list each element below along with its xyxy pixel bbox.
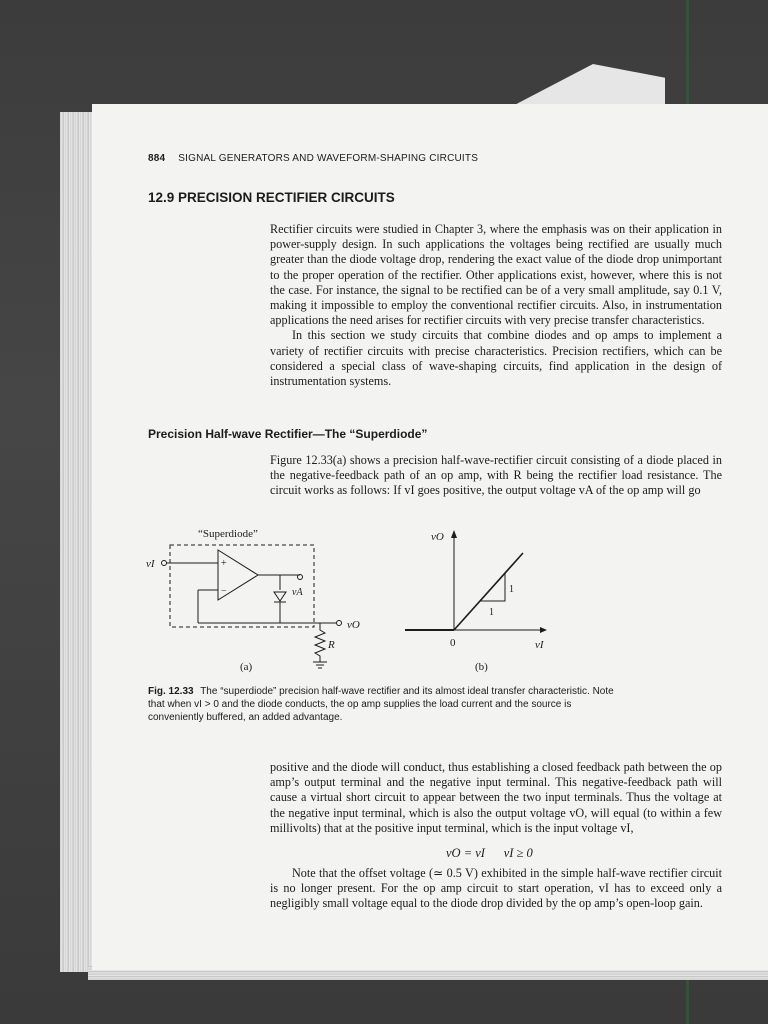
superdiode-dashed-box: [170, 545, 314, 627]
intro-paragraph-1: Rectifier circuits were studied in Chapter 3, where the emphasis was on their application in power-supply design. In such applications the voltages being rectified are usually much greater than the diode voltage drop, rendering the exact value of the diode drop unimportant to the proper operation of the rectifier. Other applications exist, however, where this is not the case. For instance, the signal to be rectified can be of a very small amplitude, say 0.1 V, making it impossible to employ the conventional rectifier circuits. Also, in instrumentation applications the need arises for rectifier circuits with very precise transfer characteristics.: [270, 222, 722, 328]
minus-sign: −: [221, 586, 227, 597]
subsection-title: Precision Half-wave Rectifier—The “Superdiode”: [148, 427, 428, 441]
chapter-title: SIGNAL GENERATORS AND WAVEFORM-SHAPING CIRCUITS: [178, 153, 479, 164]
origin-label: 0: [450, 637, 456, 649]
x-axis-arrow: [540, 627, 547, 633]
output-terminal: [337, 621, 342, 626]
intro-paragraph-2: In this section we study circuits that combine diodes and op amps to implement a variety of rectifier circuits with precise characteristics. Precision rectifiers, which can be considered a special class of wave-shaping circuits, find application in the design of instrumentation systems.: [270, 328, 722, 389]
intro-text: [270, 222, 722, 389]
slope-run-label: 1: [489, 607, 494, 618]
plus-sign: +: [221, 558, 227, 569]
figure-caption-text: The “superdiode” precision half-wave rectifier and its almost ideal transfer characteristic. Note that when vI > 0 and the diode conducts, the op amp supplies the load current and the source is conveniently buffered, an added advantage.: [148, 686, 614, 723]
figure-12-33: [140, 520, 570, 680]
continuation-paragraph: positive and the diode will conduct, thus establishing a closed feedback path between the op amp’s output terminal and the negative input terminal. This negative-feedback path will cause a virtual short circuit to appear between the two input terminals. Thus the voltage at the negative input terminal, which is also the output voltage vO, will equal (to within a few millivolts) that at the positive input terminal, which is the input voltage vI,: [270, 760, 722, 835]
section-title: 12.9 PRECISION RECTIFIER CIRCUITS: [148, 190, 395, 205]
equation: vO = vI vI ≥ 0: [446, 846, 533, 860]
closing-text: [270, 866, 722, 912]
resistor-label: R: [328, 639, 335, 651]
y-axis-arrow: [451, 530, 457, 538]
slope-rise-label: 1: [509, 584, 514, 595]
output-label: vO: [347, 619, 360, 631]
panel-b-label: (b): [475, 661, 488, 673]
page-number: 884: [148, 153, 166, 164]
figure-caption: [148, 685, 628, 724]
superdiode-label: “Superdiode”: [198, 528, 258, 540]
subsection-paragraph: Figure 12.33(a) shows a precision half-wave-rectifier circuit consisting of a diode placed in the negative-feedback path of an op amp, with R being the rectifier load resistance. The circuit works as follows: If vI goes positive, the output voltage vA of the op amp will go: [270, 453, 722, 498]
running-head: [148, 153, 478, 164]
y-axis-label: vO: [431, 531, 444, 543]
figure-number: Fig. 12.33: [148, 686, 194, 697]
closing-paragraph: Note that the offset voltage (≃ 0.5 V) exhibited in the simple half-wave rectifier circuit is no longer present. For the op amp circuit to start operation, vI has to exceed only a negligibly small voltage equal to the diode drop divided by the op amp’s open-loop gain.: [270, 866, 722, 911]
diode-symbol: [274, 592, 286, 601]
load-resistor: [315, 623, 325, 662]
superdiode-circuit: [146, 528, 360, 673]
x-axis-label: vI: [535, 639, 544, 651]
transfer-characteristic: [405, 530, 547, 673]
input-terminal: [162, 561, 167, 566]
continuation-text: [270, 760, 722, 836]
input-label: vI: [146, 558, 155, 570]
node-a-label: vA: [292, 587, 303, 598]
panel-a-label: (a): [240, 661, 253, 673]
subsection-text: [270, 453, 722, 499]
